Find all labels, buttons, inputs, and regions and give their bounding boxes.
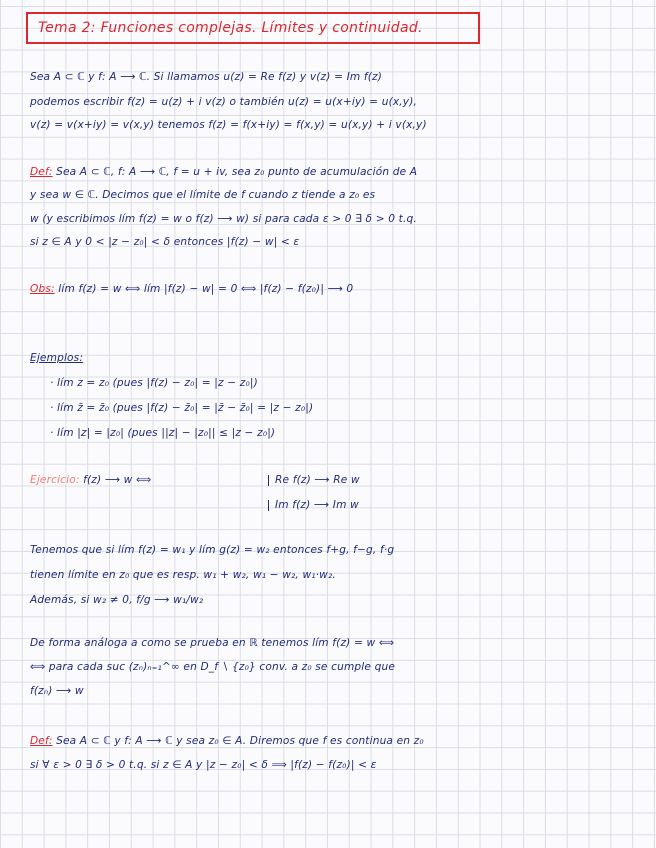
example-item-2: · lím z̄ = z̄₀ (pues |f(z) − z̄₀| = |z̄ − z̄₀| = |z − z₀|) <box>50 402 314 414</box>
exercise-lhs: f(z) ⟶ w ⟺ <box>83 474 152 486</box>
seq-line-3: f(zₙ) ⟶ w <box>30 685 84 697</box>
def2-line-2: si ∀ ε > 0 ∃ δ > 0 t.q. si z ∈ A y |z − z₀| < δ ⟹ |f(z) − f(z₀)| < ε <box>30 759 377 771</box>
def1-line-4: si z ∈ A y 0 < |z − z₀| < δ entonces |f(z) − w| < ε <box>30 236 300 248</box>
obs-text: lím f(z) = w ⟺ lím |f(z) − w| = 0 ⟺ |f(z) − f(z₀)| ⟶ 0 <box>58 283 354 295</box>
intro-line-3: v(z) = v(x+iy) = v(x,y) tenemos f(z) = f(x+iy) = f(x,y) = u(x,y) + i v(x,y) <box>30 119 427 131</box>
exercise-label: Ejercicio: <box>30 474 80 486</box>
def1-label: Def: <box>30 166 53 178</box>
def1-line-2: y sea w ∈ ℂ. Decimos que el límite de f cuando z tiende a z₀ es <box>30 189 376 201</box>
def2-line-1 <box>30 736 424 747</box>
def1-text-1: Sea A ⊂ ℂ, f: A ⟶ ℂ, f = u + iv, sea z₀ punto de acumulación de A <box>56 166 418 178</box>
page-title: Tema 2: Funciones complejas. Límites y continuidad. <box>26 12 480 44</box>
props-line-3: Además, si w₂ ≠ 0, f/g ⟶ w₁/w₂ <box>30 594 204 606</box>
exercise-rhs-2: Im f(z) ⟶ Im w <box>268 500 359 511</box>
seq-line-2: ⟺ para cada suc (zₙ)ₙ₌₁^∞ en D_f ∖ {z₀} conv. a z₀ se cumple que <box>30 661 395 673</box>
example-item-3: · lím |z| = |z₀| (pues ||z| − |z₀|| ≤ |z − z₀|) <box>50 427 276 439</box>
obs-line <box>30 284 353 295</box>
intro-line-1: Sea A ⊂ ℂ y f: A ⟶ ℂ. Si llamamos u(z) = Re f(z) y v(z) = Im f(z) <box>30 71 383 83</box>
def1-line-3: w (y escribimos lím f(z) = w o f(z) ⟶ w) si para cada ε > 0 ∃ δ > 0 t.q. <box>30 213 417 225</box>
examples-label: Ejemplos: <box>30 352 84 364</box>
def2-label: Def: <box>30 735 53 747</box>
def2-text-1: Sea A ⊂ ℂ y f: A ⟶ ℂ y sea z₀ ∈ A. Diremos que f es continua en z₀ <box>56 735 424 747</box>
example-item-1: · lím z = z₀ (pues |f(z) − z₀| = |z − z₀|) <box>50 377 258 389</box>
intro-line-2: podemos escribir f(z) = u(z) + i v(z) o también u(z) = u(x+iy) = u(x,y), <box>30 96 418 108</box>
seq-line-1: De forma análoga a como se prueba en ℝ tenemos lím f(z) = w ⟺ <box>30 637 395 649</box>
props-line-1: Tenemos que si lím f(z) = w₁ y lím g(z) = w₂ entonces f+g, f−g, f·g <box>30 544 395 556</box>
def1-line-1 <box>30 167 417 178</box>
exercise-line-1 <box>30 475 151 486</box>
props-line-2: tienen límite en z₀ que es resp. w₁ + w₂, w₁ − w₂, w₁·w₂. <box>30 569 336 581</box>
obs-label: Obs: <box>30 283 55 295</box>
exercise-rhs-1: Re f(z) ⟶ Re w <box>268 475 360 486</box>
